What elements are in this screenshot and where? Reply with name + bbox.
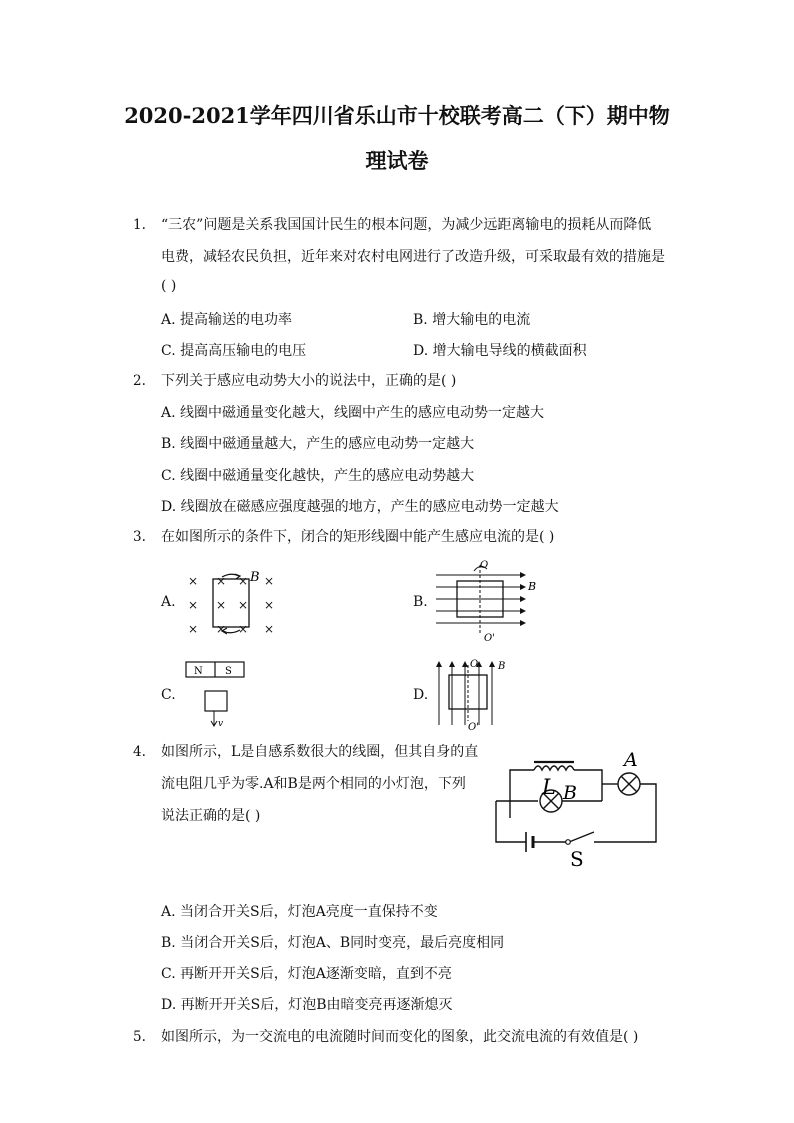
option-c: C. 线圈中磁通量变化越快，产生的感应电动势越大 [161, 468, 475, 484]
option-c: C. 提高高压输电的电压 [161, 343, 307, 359]
option-d: D. 线圈放在磁感应强度越强的地方，产生的感应电动势一定越大 [161, 499, 559, 515]
axis-top-label: O [470, 659, 479, 670]
lamp-a-label: A [624, 749, 638, 771]
lamp-b-label: B [563, 782, 577, 804]
field-label: B [528, 580, 537, 593]
figure-b-label: B. [413, 594, 428, 610]
field-label: B [250, 570, 260, 585]
inductor-label: L [542, 775, 556, 799]
svg-text:×: × [264, 598, 275, 612]
svg-text:×: × [264, 574, 275, 588]
switch-label: S [570, 847, 584, 870]
paper-title-line2: 理试卷 [365, 148, 429, 173]
svg-text:×: × [188, 574, 199, 588]
option-b: B. 增大输电的电流 [413, 312, 531, 328]
axis-bottom-label: O' [484, 633, 495, 643]
question-text-line: 流电阻几乎为零.A和B是两个相同的小灯泡，下列 [161, 776, 466, 792]
question-text-line: 在如图所示的条件下，闭合的矩形线圈中能产生感应电流的是( ) [161, 529, 555, 545]
svg-text:×: × [216, 622, 227, 636]
question-number: 3. [133, 529, 146, 545]
svg-text:×: × [238, 622, 249, 636]
question-number: 2. [133, 373, 146, 389]
option-d: D. 增大输电导线的横截面积 [413, 343, 587, 359]
option-c: C. 再断开开关S后，灯泡A逐渐变暗，直到不亮 [161, 966, 452, 982]
question-text-line: 如图所示，L是自感系数很大的线圈，但其自身的直 [161, 744, 479, 760]
paper-title-line1: 2020-2021学年四川省乐山市十校联考高二（下）期中物 [124, 103, 670, 128]
figure-c-magnet-coil [184, 659, 274, 731]
figure-c-label: C. [161, 687, 176, 703]
option-a: A. 当闭合开关S后，灯泡A亮度一直保持不变 [161, 904, 438, 920]
inductor-coil [534, 766, 574, 770]
axis-bottom-label: O' [468, 722, 479, 732]
question-text-line: ( ) [161, 278, 177, 294]
north-pole: N [194, 666, 203, 677]
figure-d-label: D. [413, 687, 429, 703]
rectangular-coil [205, 691, 227, 711]
svg-text:×: × [188, 598, 199, 612]
svg-text:×: × [216, 598, 227, 612]
figure-inductor-circuit [486, 742, 664, 870]
south-pole: S [225, 666, 232, 677]
figure-a-coil-in-field [182, 563, 282, 638]
question-text-line: 电费，减轻农民负担，近年来对农村电网进行了改造升级，可采取最有效的措施是 [161, 249, 665, 265]
option-b: B. 线圈中磁通量越大，产生的感应电动势一定越大 [161, 436, 475, 452]
figure-a-label: A. [161, 594, 176, 610]
axis-top-label: O [480, 560, 489, 571]
question-text-line: 下列关于感应电动势大小的说法中，正确的是( ) [161, 373, 457, 389]
svg-text:×: × [238, 574, 249, 588]
option-d: D. 再断开开关S后，灯泡B由暗变亮再逐渐熄灭 [161, 997, 453, 1013]
question-number: 5. [133, 1029, 146, 1045]
question-text-line: 说法正确的是( ) [161, 808, 261, 824]
velocity-label: v [218, 719, 224, 729]
field-lines [436, 575, 520, 623]
figure-d-coil-vertical-field [432, 657, 522, 732]
switch [569, 832, 594, 842]
question-number: 1. [133, 217, 146, 233]
svg-text:×: × [238, 598, 249, 612]
svg-text:×: × [188, 622, 199, 636]
option-a: A. 提高输送的电功率 [161, 312, 293, 328]
field-label: B [498, 661, 506, 672]
svg-text:×: × [264, 622, 275, 636]
figure-b-coil-axis [432, 559, 542, 643]
option-a: A. 线圈中磁通量变化越大，线圈中产生的感应电动势一定越大 [161, 405, 545, 421]
option-b: B. 当闭合开关S后，灯泡A、B同时变亮，最后亮度相同 [161, 935, 505, 951]
question-text-line: 如图所示，为一交流电的电流随时间而变化的图象，此交流电流的有效值是( ) [161, 1029, 639, 1045]
question-text-line: “三农”问题是关系我国国计民生的根本问题，为减少远距离输电的损耗从而降低 [161, 217, 652, 233]
svg-text:×: × [216, 574, 227, 588]
question-number: 4. [133, 744, 146, 760]
field-lines [439, 665, 492, 725]
